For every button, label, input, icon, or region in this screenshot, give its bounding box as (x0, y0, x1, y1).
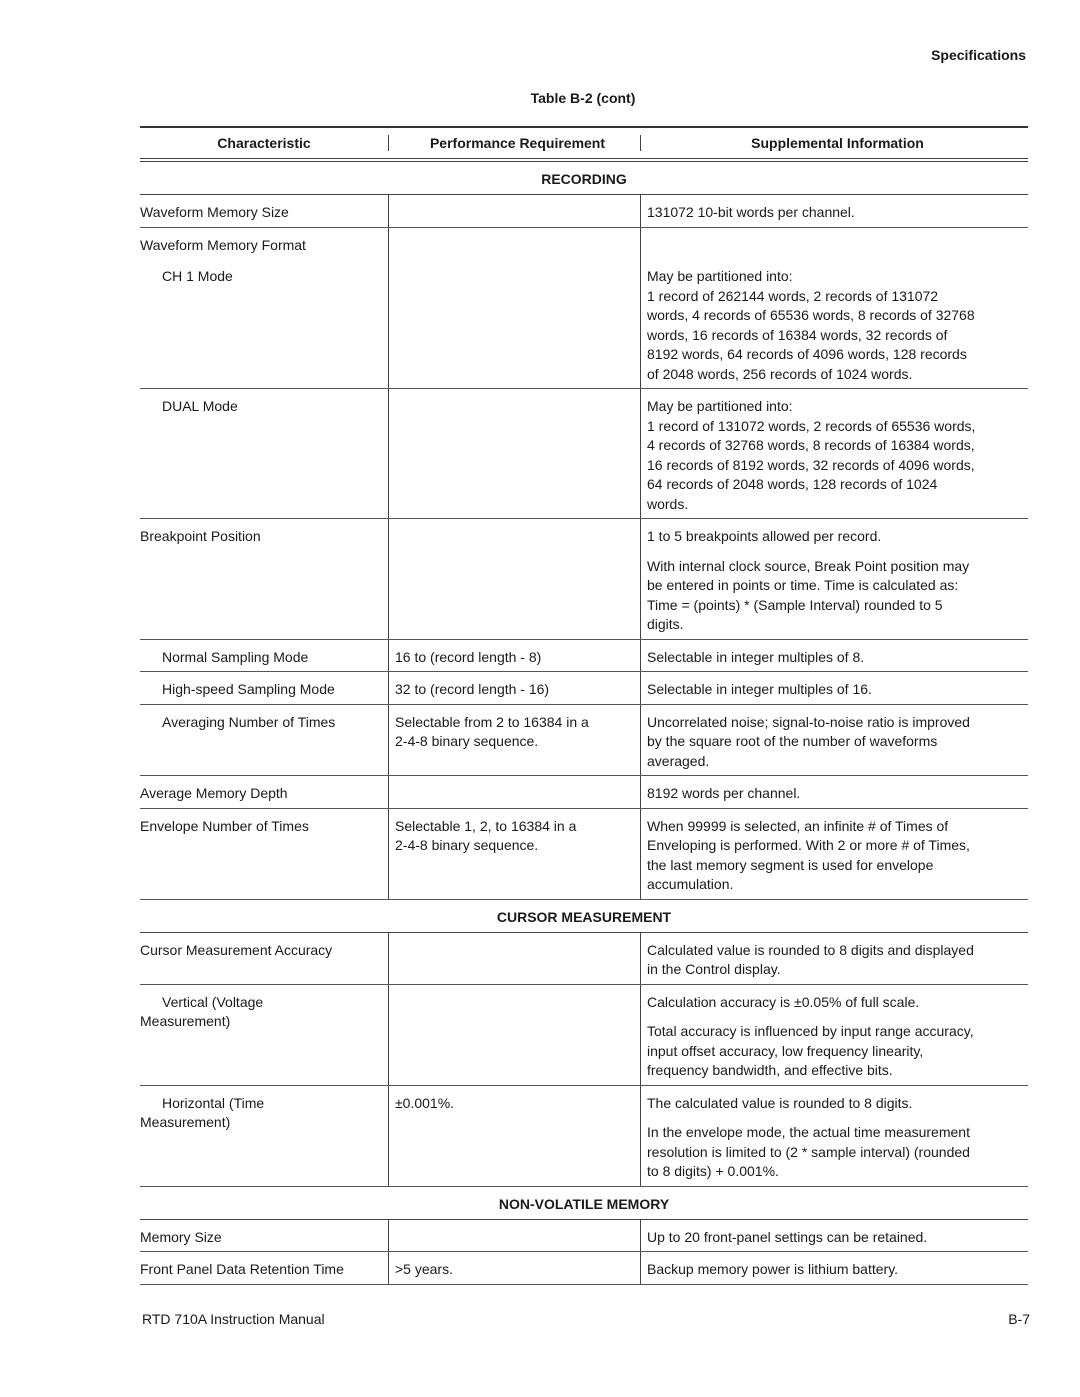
supplemental-text: 1 record of 131072 words, 2 records of 65536 words, (647, 417, 976, 434)
performance-cell (388, 1220, 640, 1252)
supplemental-text: the last memory segment is used for envelope (647, 856, 934, 873)
table-row (140, 519, 1028, 640)
supplemental-cell (640, 672, 1028, 704)
characteristic-cell (140, 519, 388, 639)
performance-text: Selectable 1, 2, to 16384 in a (395, 817, 577, 834)
supplemental-paragraph (647, 941, 1028, 980)
characteristic-text: Cursor Measurement Accuracy (140, 941, 333, 958)
table-row (140, 1252, 1028, 1285)
supplemental-paragraph (647, 557, 1028, 635)
supplemental-text: Backup memory power is lithium battery. (647, 1261, 899, 1277)
performance-cell (388, 985, 640, 1085)
section-heading: NON-VOLATILE MEMORY (140, 1187, 1028, 1220)
supplemental-cell (640, 776, 1028, 808)
supplemental-text: Up to 20 front-panel settings can be retained. (647, 1228, 928, 1245)
supplemental-text: frequency bandwidth, and effective bits. (647, 1062, 893, 1078)
performance-text: 2-4-8 binary sequence. (395, 733, 539, 749)
supplemental-cell (640, 389, 1028, 518)
supplemental-paragraph (647, 1260, 1028, 1280)
characteristic-text: Averaging Number of Times (162, 713, 336, 730)
column-header-characteristic: Characteristic (217, 135, 311, 151)
supplemental-text: words, 16 records of 16384 words, 32 records of (647, 326, 948, 343)
supplemental-text: May be partitioned into: (647, 398, 793, 414)
characteristic-text: Waveform Memory Format (140, 236, 306, 253)
characteristic-text: Vertical (Voltage (162, 993, 264, 1010)
supplemental-cell (640, 985, 1028, 1085)
supplemental-text: input offset accuracy, low frequency linearity, (647, 1042, 924, 1059)
table-header (140, 126, 1028, 162)
performance-cell (388, 933, 640, 984)
supplemental-paragraph (647, 1228, 1028, 1248)
column-header-supplemental: Supplemental Information (640, 135, 1028, 151)
performance-text: Selectable from 2 to 16384 in a (395, 713, 589, 730)
supplemental-paragraph (647, 527, 1028, 547)
supplemental-text: words. (647, 495, 689, 512)
page-number: B-7 (1008, 1311, 1030, 1327)
table-row (140, 776, 1028, 809)
supplemental-text: 1 to 5 breakpoints allowed per record. (647, 528, 882, 544)
characteristic-text: CH 1 Mode (162, 268, 233, 284)
supplemental-text: averaged. (647, 752, 710, 769)
supplemental-text: May be partitioned into: (647, 268, 793, 284)
supplemental-text: resolution is limited to (2 * sample interval) (rounded (647, 1143, 970, 1160)
supplemental-paragraph (647, 1022, 1028, 1081)
supplemental-cell (640, 933, 1028, 984)
supplemental-text: Selectable in integer multiples of 8. (647, 648, 865, 665)
characteristic-text: Measurement) (140, 1013, 231, 1029)
supplemental-text: by the square root of the number of waveforms (647, 733, 938, 749)
characteristic-text: Horizontal (Time (162, 1094, 265, 1111)
performance-cell (388, 672, 640, 704)
supplemental-text: Selectable in integer multiples of 16. (647, 681, 872, 697)
table-row (140, 228, 1028, 260)
supplemental-paragraph (647, 203, 1028, 223)
table-row (140, 985, 1028, 1086)
characteristic-text: Front Panel Data Retention Time (140, 1261, 344, 1277)
table-row (140, 195, 1028, 228)
supplemental-text: Calculation accuracy is ±0.05% of full scale. (647, 993, 920, 1010)
supplemental-paragraph (647, 397, 1028, 514)
table-row (140, 1086, 1028, 1187)
performance-cell (388, 389, 640, 518)
characteristic-cell (140, 259, 388, 388)
table-row (140, 389, 1028, 519)
supplemental-cell (640, 195, 1028, 227)
running-header: Specifications (931, 47, 1026, 63)
characteristic-text: Average Memory Depth (140, 785, 288, 801)
characteristic-cell (140, 776, 388, 808)
performance-cell (388, 1252, 640, 1284)
supplemental-text: 1 record of 262144 words, 2 records of 131072 (647, 287, 939, 304)
supplemental-cell (640, 640, 1028, 672)
supplemental-paragraph (647, 713, 1028, 772)
table-row (140, 259, 1028, 389)
supplemental-text: words, 4 records of 65536 words, 8 records of 32768 (647, 307, 975, 323)
supplemental-cell (640, 705, 1028, 776)
supplemental-text: Uncorrelated noise; signal-to-noise ratio is improved (647, 713, 970, 730)
supplemental-text: accumulation. (647, 876, 734, 892)
performance-text: ±0.001%. (395, 1094, 455, 1111)
supplemental-text: Enveloping is performed. With 2 or more # of Times, (647, 837, 970, 853)
column-header-performance: Performance Requirement (388, 135, 640, 151)
supplemental-text: Calculated value is rounded to 8 digits and displayed (647, 941, 974, 958)
supplemental-cell (640, 1252, 1028, 1284)
supplemental-text: 64 records of 2048 words, 128 records of 1024 (647, 476, 938, 492)
characteristic-cell (140, 672, 388, 704)
performance-cell (388, 228, 640, 260)
supplemental-cell (640, 1220, 1028, 1252)
supplemental-cell (640, 809, 1028, 899)
supplemental-cell (640, 1086, 1028, 1186)
supplemental-paragraph (647, 993, 1028, 1013)
supplemental-text: in the Control display. (647, 961, 781, 977)
supplemental-paragraph (647, 648, 1028, 668)
supplemental-text: 8192 words, 64 records of 4096 words, 128 records (647, 346, 967, 362)
supplemental-text: of 2048 words, 256 records of 1024 words. (647, 365, 913, 382)
supplemental-text: be entered in points or time. Time is calculated as: (647, 577, 959, 593)
supplemental-paragraph (647, 1094, 1028, 1114)
performance-text: 32 to (record length - 16) (395, 681, 550, 697)
table-row (140, 1220, 1028, 1253)
supplemental-text: 8192 words per channel. (647, 785, 801, 801)
table-row (140, 672, 1028, 705)
supplemental-text: digits. (647, 616, 684, 632)
performance-cell (388, 776, 640, 808)
supplemental-text: to 8 digits) + 0.001%. (647, 1163, 779, 1179)
table-title: Table B-2 (cont) (530, 90, 636, 106)
spec-table (140, 126, 1028, 1285)
supplemental-paragraph (647, 1123, 1028, 1182)
characteristic-text: Breakpoint Position (140, 528, 261, 544)
supplemental-text: 131072 10-bit words per channel. (647, 204, 855, 220)
characteristic-cell (140, 228, 388, 260)
performance-text: 16 to (record length - 8) (395, 648, 542, 665)
characteristic-text: DUAL Mode (162, 398, 238, 414)
characteristic-cell (140, 1086, 388, 1186)
characteristic-cell (140, 1220, 388, 1252)
supplemental-cell (640, 228, 1028, 260)
footer-manual-title: RTD 710A Instruction Manual (142, 1311, 325, 1327)
supplemental-text: 16 records of 8192 words, 32 records of 4096 words, (647, 456, 975, 473)
table-row (140, 705, 1028, 777)
performance-cell (388, 809, 640, 899)
supplemental-paragraph (647, 267, 1028, 384)
characteristic-cell (140, 705, 388, 776)
characteristic-cell (140, 640, 388, 672)
section-heading: RECORDING (140, 162, 1028, 195)
characteristic-cell (140, 933, 388, 984)
performance-cell (388, 705, 640, 776)
supplemental-text: Time = (points) * (Sample Interval) rounded to 5 (647, 596, 943, 613)
performance-text: >5 years. (395, 1261, 453, 1277)
supplemental-text: With internal clock source, Break Point position may (647, 557, 970, 574)
supplemental-cell (640, 259, 1028, 388)
supplemental-cell (640, 519, 1028, 639)
table-row (140, 809, 1028, 900)
characteristic-cell (140, 195, 388, 227)
characteristic-cell (140, 389, 388, 518)
characteristic-text: High-speed Sampling Mode (162, 681, 335, 697)
characteristic-text: Normal Sampling Mode (162, 648, 309, 665)
performance-cell (388, 519, 640, 639)
characteristic-cell (140, 985, 388, 1085)
table-row (140, 933, 1028, 985)
table-row (140, 640, 1028, 673)
supplemental-text: In the envelope mode, the actual time measurement (647, 1124, 970, 1140)
supplemental-paragraph (647, 817, 1028, 895)
characteristic-text: Waveform Memory Size (140, 204, 289, 220)
performance-cell (388, 195, 640, 227)
supplemental-paragraph (647, 784, 1028, 804)
supplemental-paragraph (647, 680, 1028, 700)
performance-text: 2-4-8 binary sequence. (395, 837, 539, 853)
characteristic-cell (140, 1252, 388, 1284)
supplemental-text: When 99999 is selected, an infinite # of Times of (647, 817, 949, 834)
performance-cell (388, 640, 640, 672)
characteristic-text: Measurement) (140, 1114, 231, 1130)
supplemental-text: The calculated value is rounded to 8 digits. (647, 1094, 913, 1111)
characteristic-text: Envelope Number of Times (140, 817, 309, 834)
section-heading: CURSOR MEASUREMENT (140, 900, 1028, 933)
characteristic-cell (140, 809, 388, 899)
performance-cell (388, 259, 640, 388)
supplemental-text: 4 records of 32768 words, 8 records of 16384 words, (647, 437, 975, 453)
performance-cell (388, 1086, 640, 1186)
supplemental-text: Total accuracy is influenced by input range accuracy, (647, 1023, 974, 1039)
table-body (140, 162, 1028, 1285)
characteristic-text: Memory Size (140, 1228, 222, 1245)
